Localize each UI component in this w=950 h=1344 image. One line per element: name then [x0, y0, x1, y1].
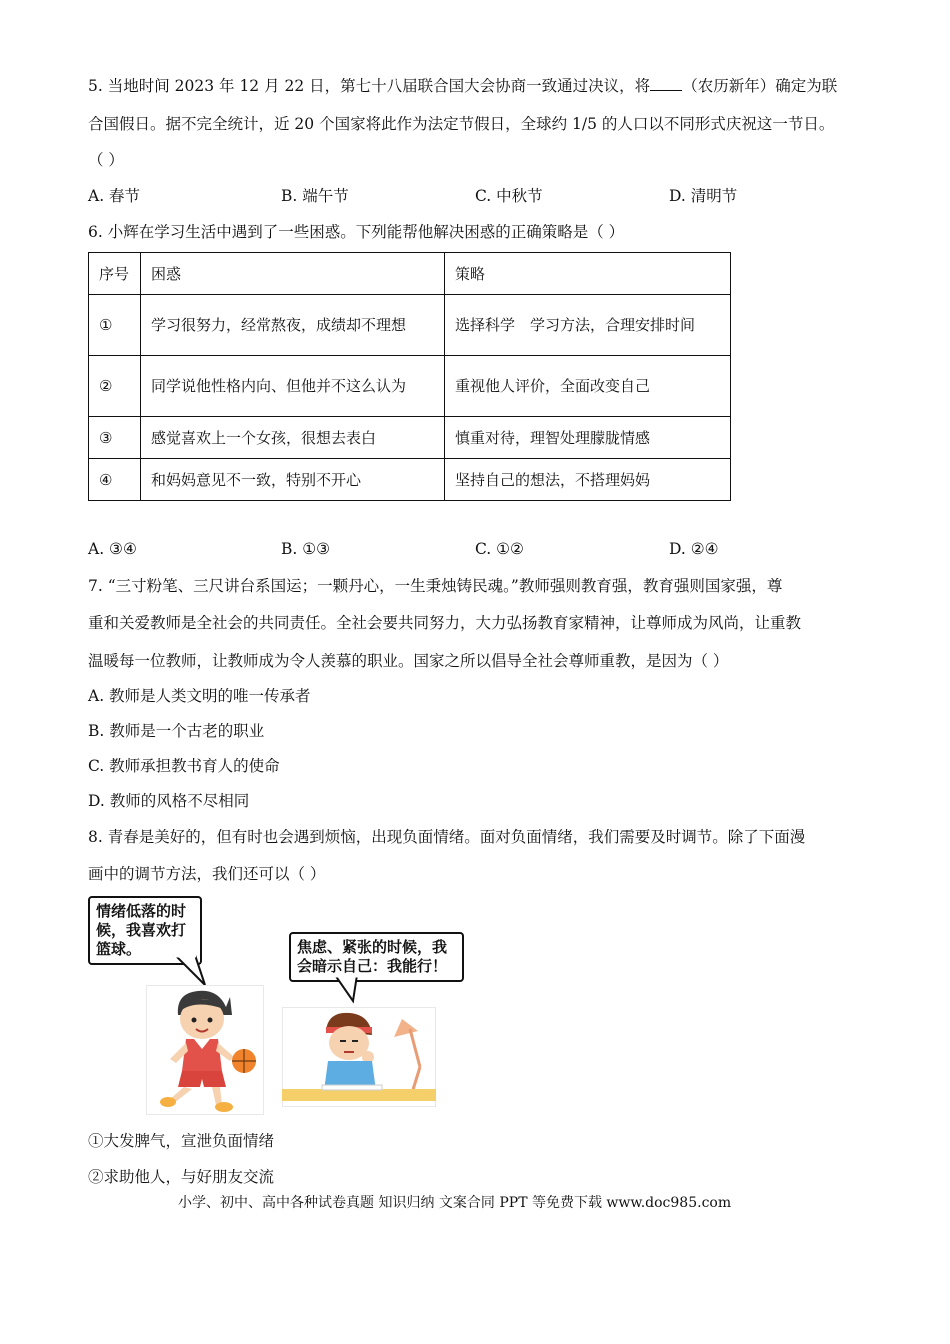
table-row	[89, 459, 731, 501]
q8-item-2: ②求助他人，与好朋友交流	[88, 1168, 275, 1186]
q5-option-b[interactable]: B. 端午节	[281, 187, 349, 205]
page-footer: 小学、初中、高中各种试卷真题 知识归纳 文案合同 PPT 等免费下载 www.doc985.com	[178, 1195, 732, 1211]
q7-line2: 重和关爱教师是全社会的共同责任。全社会要共同努力，大力弘扬教育家精神，让尊师成为风尚，让重教	[88, 614, 802, 632]
q6-row3-no: ③	[89, 417, 141, 459]
boy-basketball-illustration	[146, 985, 264, 1115]
q7-option-c[interactable]: C. 教师承担教书育人的使命	[88, 757, 280, 775]
q6-row1-confusion: 学习很努力，经常熬夜，成绩却不理想	[141, 295, 445, 356]
q6-option-a[interactable]: A. ③④	[88, 540, 137, 558]
q5-option-d[interactable]: D. 清明节	[669, 187, 738, 205]
q6-table-header	[89, 253, 731, 295]
q6-row3-strategy: 慎重对待，理智处理朦胧情感	[445, 417, 731, 459]
q6-header-confusion: 困惑	[141, 253, 445, 295]
q5-option-a[interactable]: A. 春节	[88, 187, 141, 205]
q6-options	[88, 539, 868, 559]
speech-bubble-self-talk	[289, 932, 464, 982]
q5-paren: （ ）	[88, 151, 124, 169]
q6-row2-confusion: 同学说他性格内向、但他并不这么认为	[141, 356, 445, 417]
table-row	[89, 417, 731, 459]
q5-line1-text-b: （农历新年）确定为联	[682, 77, 838, 95]
bubble1-line2: 候，我喜欢打	[96, 921, 187, 939]
q6-row1-no: ①	[89, 295, 141, 356]
q6-row4-strategy: 坚持自己的想法，不搭理妈妈	[445, 459, 731, 501]
q6-header-strategy: 策略	[445, 253, 731, 295]
bubble2-line2: 会暗示自己：我能行！	[297, 957, 448, 975]
bubble1-line3: 篮球。	[96, 940, 142, 958]
q7-line3: 温暖每一位教师，让教师成为令人羡慕的职业。国家之所以倡导全社会尊师重教，是因为（ ）	[88, 652, 729, 670]
table-row	[89, 356, 731, 417]
q8-line2: 画中的调节方法，我们还可以（ ）	[88, 865, 326, 883]
q7-line1: 7. “三寸粉笔、三尺讲台系国运；一颗丹心，一生秉烛铸民魂。”教师强则教育强，教育强则国家强，尊	[88, 577, 783, 595]
q6-row2-strategy: 重视他人评价，全面改变自己	[445, 356, 731, 417]
q5-blank	[650, 77, 682, 91]
q8-item-1: ①大发脾气，宣泄负面情绪	[88, 1132, 275, 1150]
q6-row4-no: ④	[89, 459, 141, 501]
boy-studying-illustration	[282, 1007, 436, 1107]
q7-option-d[interactable]: D. 教师的风格不尽相同	[88, 792, 250, 810]
bubble2-line1: 焦虑、紧张的时候，我	[297, 938, 448, 956]
q6-table	[88, 252, 731, 501]
q6-option-b[interactable]: B. ①③	[281, 540, 331, 558]
q7-option-b[interactable]: B. 教师是一个古老的职业	[88, 722, 265, 740]
q5-line1	[88, 76, 837, 96]
q6-row4-confusion: 和妈妈意见不一致，特别不开心	[141, 459, 445, 501]
q5-line1-text-a: 5. 当地时间 2023 年 12 月 22 日，第七十八届联合国大会协商一致通过决议，将	[88, 77, 651, 95]
table-row	[89, 295, 731, 356]
q6-header-no: 序号	[89, 253, 141, 295]
q6-row3-confusion: 感觉喜欢上一个女孩，很想去表白	[141, 417, 445, 459]
q8-line1: 8. 青春是美好的，但有时也会遇到烦恼，出现负面情绪。面对负面情绪，我们需要及时调节。除了下面漫	[88, 828, 806, 846]
q6-option-d[interactable]: D. ②④	[669, 540, 719, 558]
q6-stem: 6. 小辉在学习生活中遇到了一些困惑。下列能帮他解决困惑的正确策略是（ ）	[88, 223, 625, 241]
q6-option-c[interactable]: C. ①②	[475, 540, 524, 558]
bubble1-line1: 情绪低落的时	[96, 902, 187, 920]
q7-option-a[interactable]: A. 教师是人类文明的唯一传承者	[88, 687, 311, 705]
q6-row1-strategy: 选择科学 学习方法，合理安排时间	[445, 295, 731, 356]
q5-option-c[interactable]: C. 中秋节	[475, 187, 543, 205]
q5-options	[88, 186, 868, 206]
bubble2-tail	[325, 975, 375, 1005]
q6-row2-no: ②	[89, 356, 141, 417]
q5-line2: 合国假日。据不完全统计，近 20 个国家将此作为法定节假日，全球约 1/5 的人口以不同形式庆祝这一节日。	[88, 115, 835, 133]
